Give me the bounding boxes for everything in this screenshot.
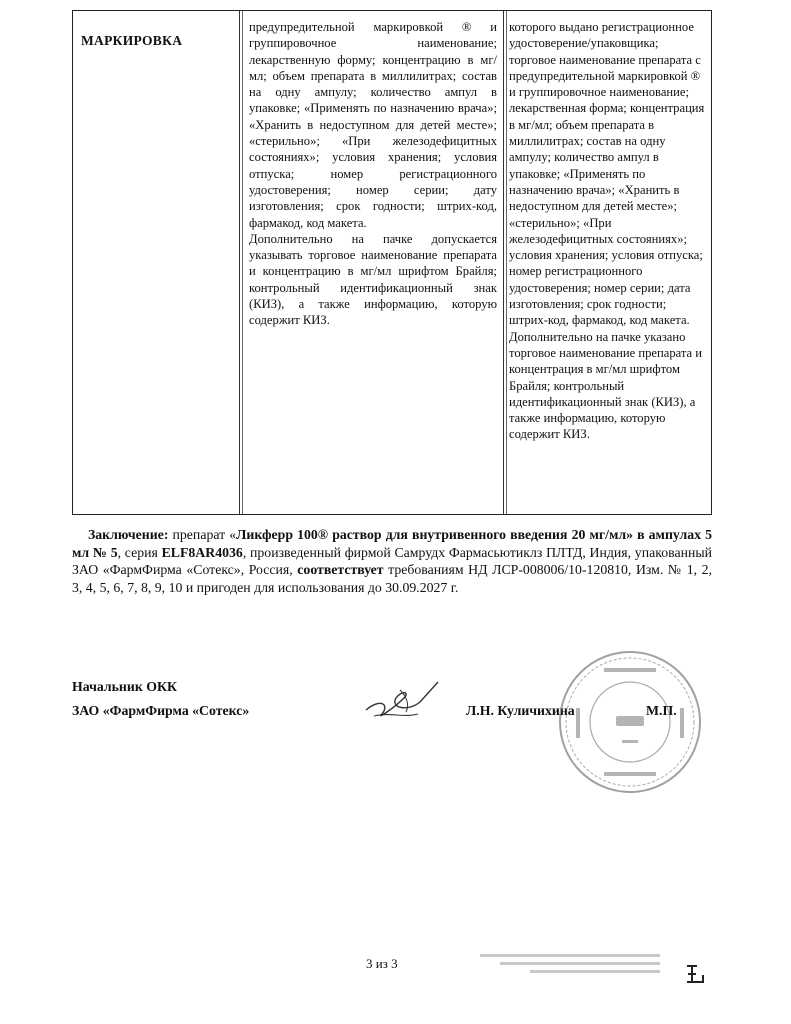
series-number: ELF8AR4036 — [161, 544, 243, 560]
round-seal-stamp — [556, 648, 704, 796]
table-column-divider — [239, 11, 243, 514]
signatory-position: Начальник ОКК — [72, 679, 177, 694]
conclusion-text: препарат « — [168, 527, 237, 542]
verdict: соответствует — [297, 562, 384, 577]
conclusion-label: Заключение: — [88, 527, 169, 542]
faint-footer-imprint — [470, 952, 670, 982]
table-column-divider — [503, 11, 507, 514]
conclusion-text: , серия — [117, 544, 162, 560]
page-number: 3 из 3 — [366, 956, 398, 971]
seal-place-label: М.П. — [646, 703, 677, 718]
signatory-company: ЗАО «ФармФирма «Сотекс» — [72, 703, 250, 718]
conclusion-text: , произведенный фирмой Самрудх Фармасьютиклз ПЛТД, Индия, упакованный ЗАО «ФармФирма «Сотекс», Россия, — [72, 544, 712, 577]
marking-table — [72, 10, 712, 515]
requirement-cell — [249, 19, 497, 329]
signatory-name: Л.Н. Куличихина — [466, 703, 575, 718]
conclusion-paragraph — [72, 526, 712, 596]
table-row-heading: МАРКИРОВКА — [81, 33, 183, 48]
requirement-paragraph: Дополнительно на пачке допускается указывать торговое наименование препарата и концентрацию в мг/мл шрифтом Брайля; контрольный идентификационный знак (КИЗ), а также информацию, которую содержит КИЗ. — [249, 231, 497, 328]
scanner-logo-icon — [682, 962, 708, 988]
requirement-paragraph: предупредительной маркировкой ® и группировочное наименование; лекарственную форму; концентрацию в мг/мл; объем препарата в миллилитрах; состав на одну ампулу; количество ампул в упаковке; «Применять по назначению врача»; «Хранить в недоступном для детей месте»; «стерильно»; «При железодефицитных состояниях»; условия хранения; условия отпуска; номер регистрационного удостоверения; номер серии; дату изготовления; срок годности; штрих-код, фармакод, код макета. — [249, 20, 497, 230]
handwritten-signature — [360, 668, 450, 728]
actual-result-cell — [509, 19, 707, 443]
product-name: Ликферр 100® раствор для внутривенного введения 20 мг/мл» в ампулах 5 мл № 5 — [72, 527, 712, 560]
conclusion-text: требованиям НД ЛСР-008006/10-120810, Изм. № 1, 2, 3, 4, 5, 6, 7, 8, 9, 10 и пригоден для использования до 30.09.2027 г. — [72, 562, 713, 595]
actual-paragraph: Дополнительно на пачке указано торговое наименование препарата и концентрация в мг/мл шрифтом Брайля; контрольный идентификационный знак (КИЗ), а также информацию, которую содержит КИЗ. — [509, 329, 703, 442]
actual-paragraph: которого выдано регистрационное удостоверение/упаковщика; торговое наименование препарата с предупредительной маркировкой ® и группировочное наименование; лекарственная форма; концентрация в мг/мл; объем препарата в миллилитрах; состав на одну ампулу; количество ампул в упаковке; «Применять по назначению врача»; «Хранить в недоступном для детей месте»; «стерильно»; «При железодефицитных состояниях»; условия хранения; условия отпуска; номер регистрационного удостоверения; номер серии; дата изготовления; срок годности; штрих-код, фармакод, код макета. — [509, 20, 705, 328]
